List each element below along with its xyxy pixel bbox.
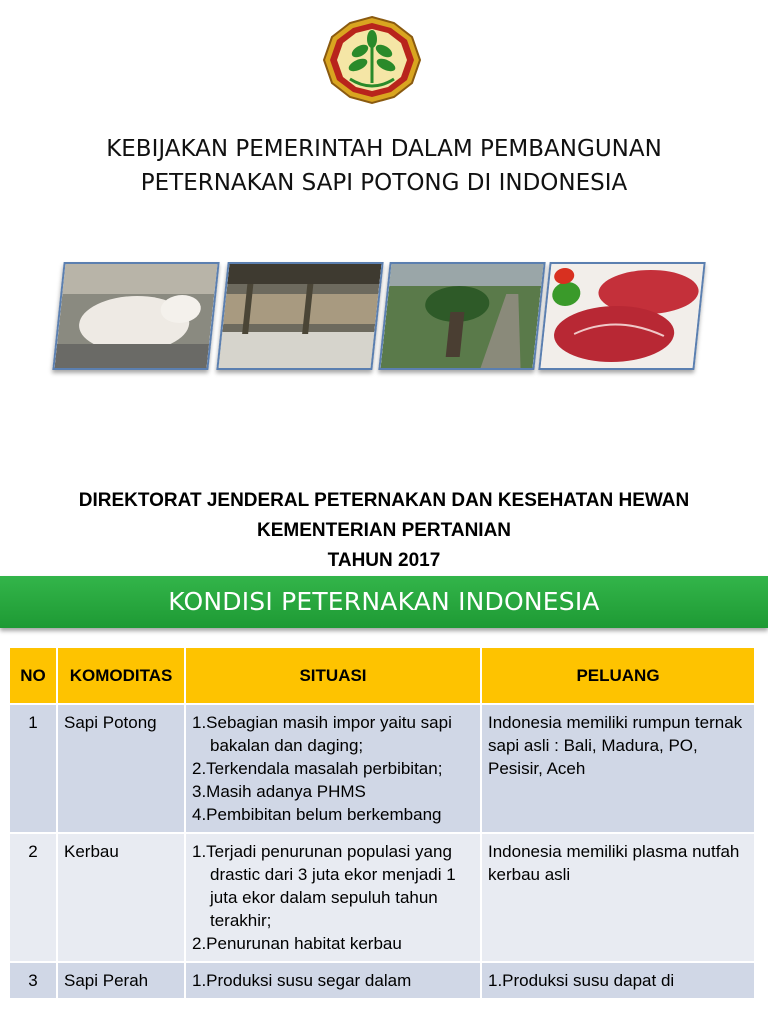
cell-peluang: Indonesia memiliki rumpun ternak sapi asli : Bali, Madura, PO, Pesisir, Aceh [481, 704, 755, 833]
cell-komoditas: Sapi Perah [57, 962, 185, 999]
situasi-item: 2.Terkendala masalah perbibitan; [192, 759, 443, 778]
situasi-item: 1.Terjadi penurunan populasi yang drastic dari 3 juta ekor menjadi 1 juta ekor dalam sepuluh tahun terakhir; [192, 842, 456, 930]
condition-slide [0, 576, 768, 1024]
situasi-item: 3.Masih adanya PHMS [192, 782, 366, 801]
cell-komoditas: Kerbau [57, 833, 185, 962]
barn-photo [216, 262, 383, 370]
org-line-2: KEMENTERIAN PERTANIAN [256, 520, 512, 541]
cell-no: 2 [9, 833, 57, 962]
cattle-photo [52, 262, 219, 370]
title-line-2: PETERNAKAN SAPI POTONG DI INDONESIA [140, 170, 628, 196]
header-komoditas: KOMODITAS [57, 647, 185, 704]
cell-no: 3 [9, 962, 57, 999]
table-row [9, 833, 755, 962]
header-situasi: SITUASI [185, 647, 481, 704]
situasi-item: 4.Pembibitan belum berkembang [192, 805, 442, 824]
situasi-item: 1.Produksi susu segar dalam [192, 971, 412, 990]
cell-situasi [185, 833, 481, 962]
cell-no: 1 [9, 704, 57, 833]
org-line-3: TAHUN 2017 [327, 550, 441, 571]
slide-title [40, 132, 728, 200]
cell-peluang: 1.Produksi susu dapat di [481, 962, 755, 999]
org-line-1: DIREKTORAT JENDERAL PETERNAKAN DAN KESEHATAN HEWAN [78, 490, 690, 511]
cell-komoditas: Sapi Potong [57, 704, 185, 833]
table-row [9, 962, 755, 999]
cell-peluang: Indonesia memiliki plasma nutfah kerbau asli [481, 833, 755, 962]
table-header-row [9, 647, 755, 704]
komoditas-table [8, 646, 756, 1000]
cell-situasi [185, 962, 481, 999]
slide-banner: KONDISI PETERNAKAN INDONESIA [0, 576, 768, 628]
ministry-logo [320, 15, 424, 105]
photo-strip [0, 262, 768, 372]
farmer-photo [378, 262, 545, 370]
situasi-item: 2.Penurunan habitat kerbau [192, 934, 402, 953]
header-no: NO [9, 647, 57, 704]
table-row [9, 704, 755, 833]
header-peluang: PELUANG [481, 647, 755, 704]
situasi-item: 1.Sebagian masih impor yaitu sapi bakalan dan daging; [192, 713, 452, 755]
organization-block [0, 486, 768, 576]
meat-photo [538, 262, 705, 370]
title-line-1: KEBIJAKAN PEMERINTAH DALAM PEMBANGUNAN [106, 136, 662, 162]
cell-situasi [185, 704, 481, 833]
